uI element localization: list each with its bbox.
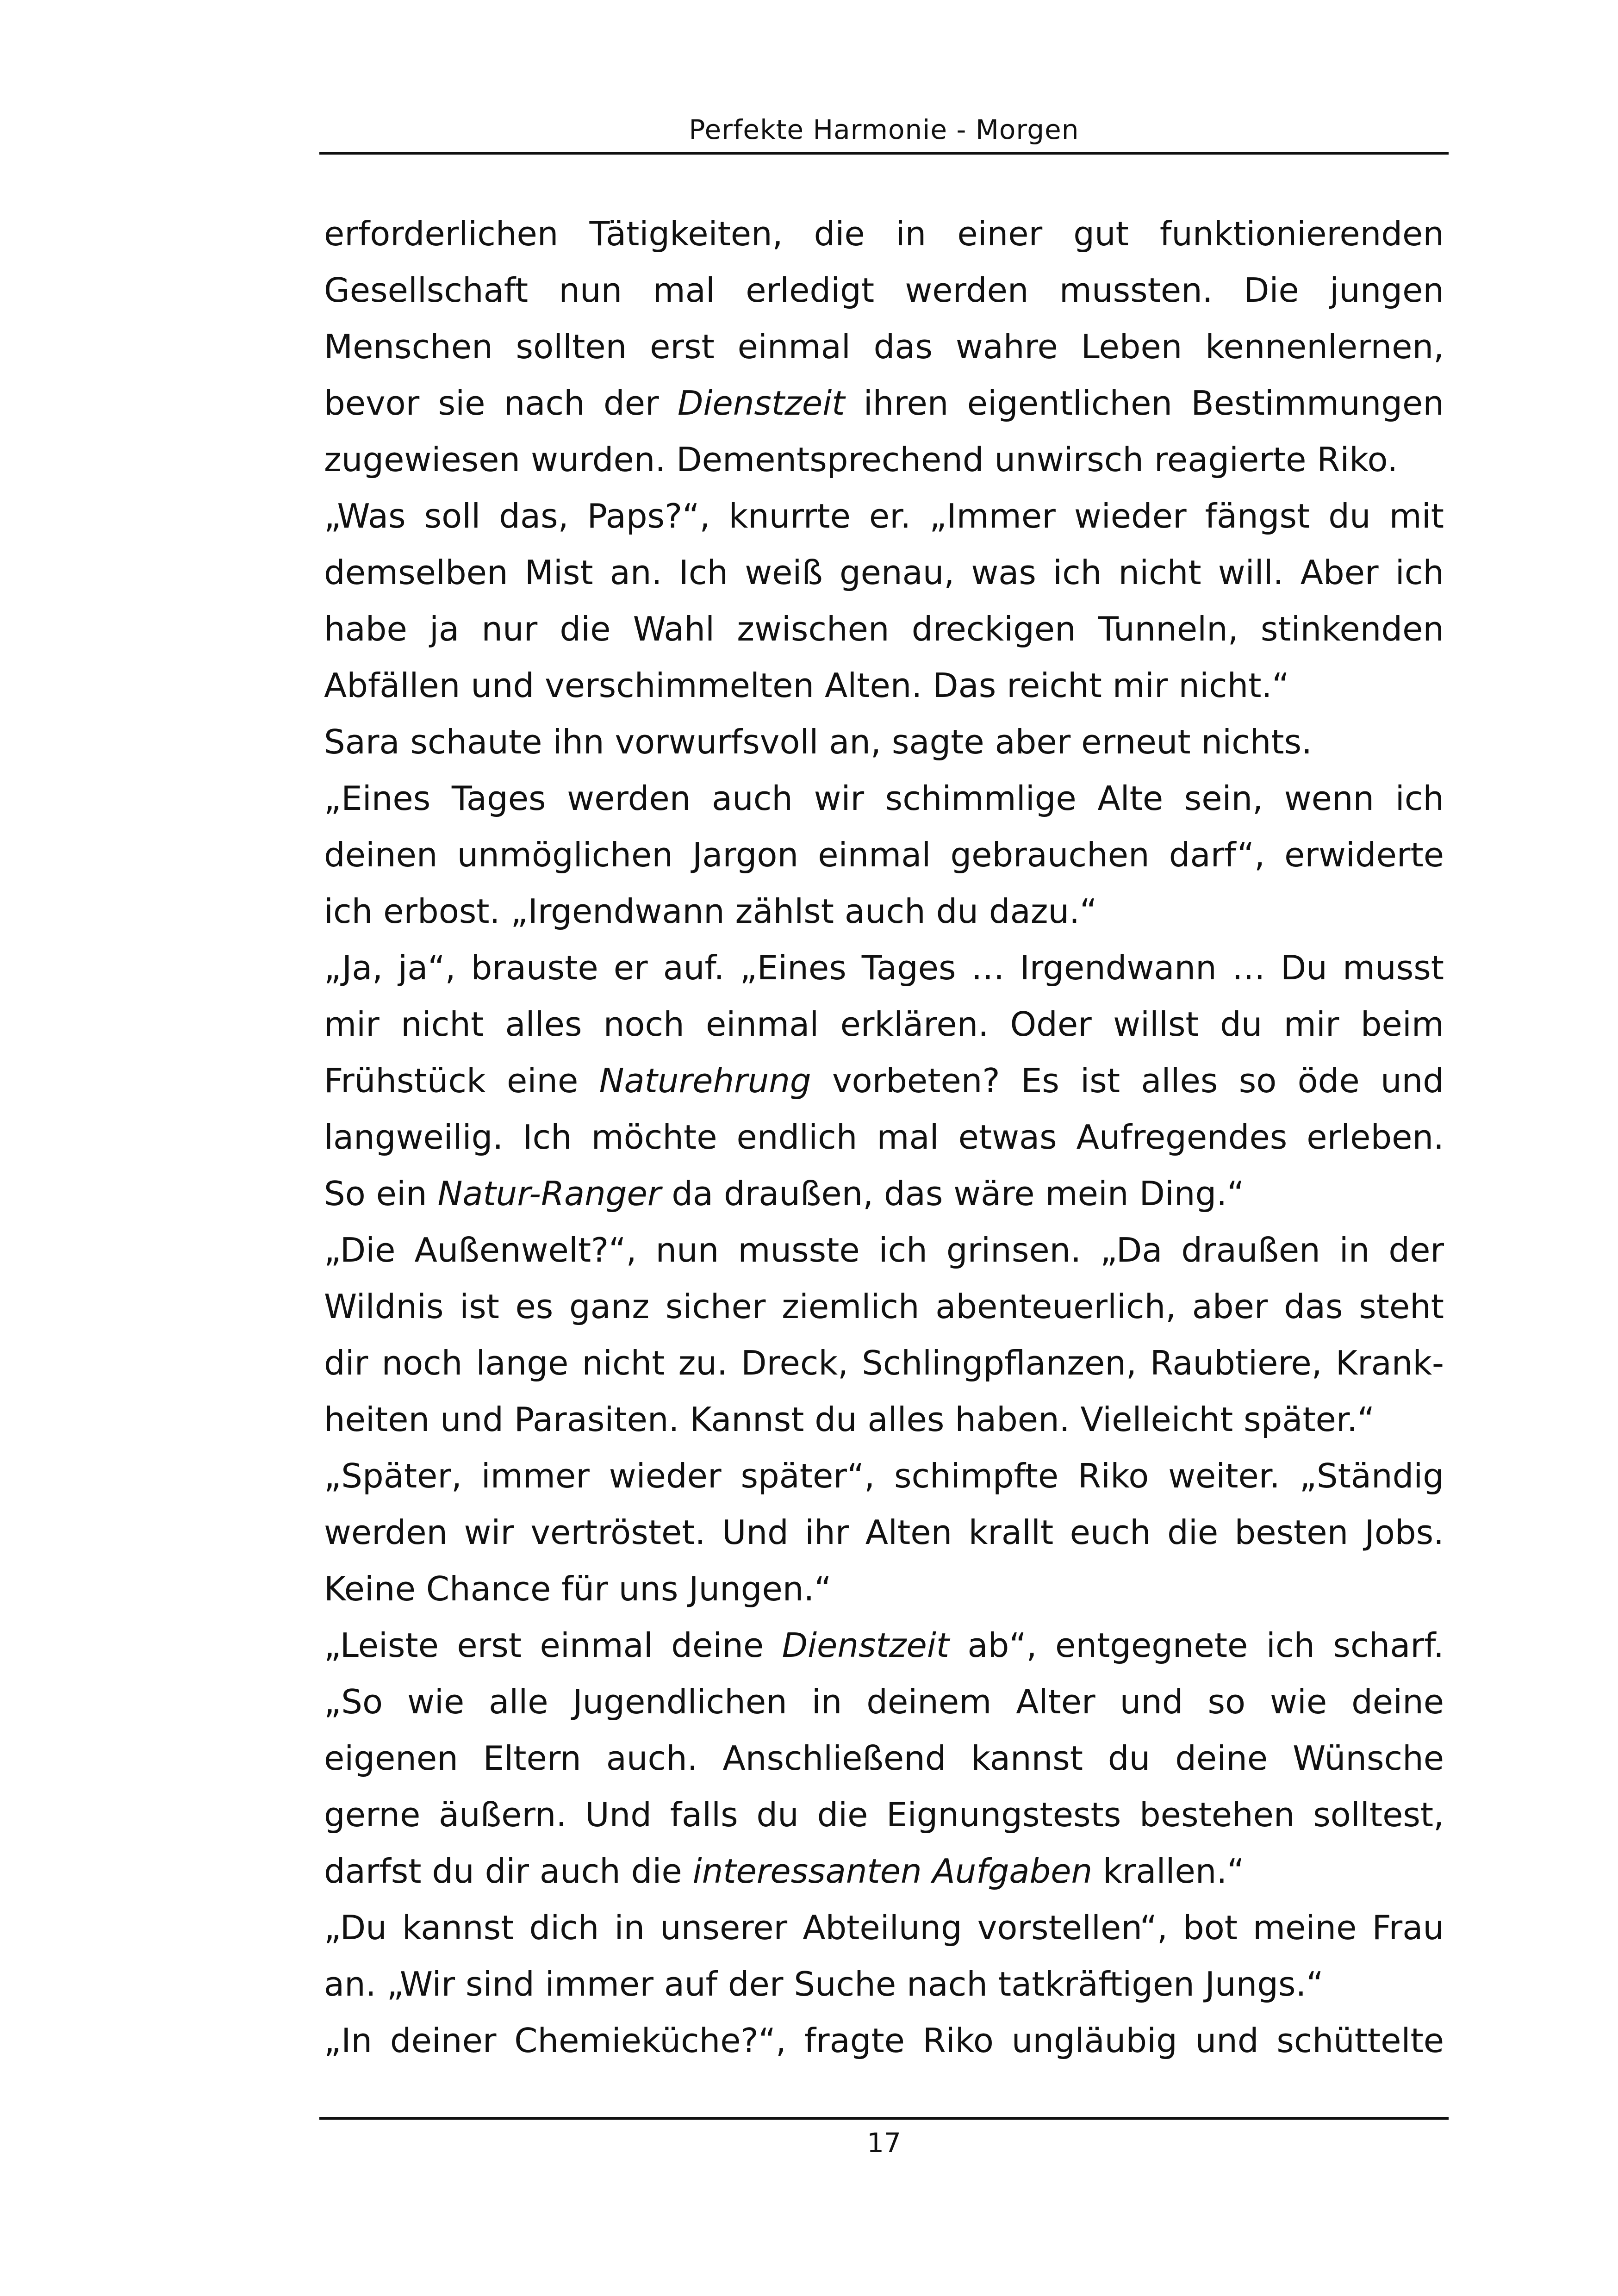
text-run: erforderlichen Tätigkeiten, die in einer gut funktionierenden xyxy=(324,214,1444,253)
text-run: dir noch lange nicht zu. Dreck, Schlingpflanzen, Raubtiere, Krank- xyxy=(324,1344,1444,1382)
text-run: „Später, immer wieder später“, schimpfte Riko weiter. „Ständig xyxy=(324,1456,1444,1495)
text-line xyxy=(324,1843,1444,1899)
text-line xyxy=(324,262,1444,318)
text-run: mir nicht alles noch einmal erklären. Oder willst du mir beim xyxy=(324,1005,1444,1044)
text-line xyxy=(324,601,1444,657)
text-line xyxy=(324,770,1444,827)
text-line xyxy=(324,1165,1444,1222)
text-run: da draußen, das wäre mein Ding.“ xyxy=(661,1174,1245,1213)
text-run: Wildnis ist es ganz sicher ziemlich abenteuerlich, aber das steht xyxy=(324,1287,1444,1326)
text-line xyxy=(324,488,1444,544)
italic-term: Dienstzeit xyxy=(782,1626,950,1665)
text-line xyxy=(324,940,1444,996)
text-line xyxy=(324,1617,1444,1674)
text-run: Frühstück eine xyxy=(324,1061,599,1100)
text-run: ihren eigentlichen Bestimmungen xyxy=(845,384,1444,423)
text-run: langweilig. Ich möchte endlich mal etwas Aufregendes erleben. xyxy=(324,1118,1444,1157)
text-run: deinen unmöglichen Jargon einmal gebrauchen darf“, erwiderte xyxy=(324,835,1444,874)
header-rule xyxy=(319,152,1449,155)
text-line xyxy=(324,1448,1444,1504)
text-run: „Die Außenwelt?“, nun musste ich grinsen. „Da draußen in der xyxy=(324,1231,1444,1269)
text-run: „So wie alle Jugendlichen in deinem Alter und so wie deine xyxy=(324,1682,1444,1721)
text-line xyxy=(324,1561,1444,1617)
text-run: demselben Mist an. Ich weiß genau, was ich nicht will. Aber ich xyxy=(324,553,1444,592)
text-line xyxy=(324,827,1444,883)
text-run: eigenen Eltern auch. Anschließend kannst du deine Wünsche xyxy=(324,1739,1444,1778)
italic-term: interessanten Aufgaben xyxy=(692,1852,1093,1891)
text-line xyxy=(324,375,1444,431)
text-line xyxy=(324,1899,1444,1956)
footer-rule xyxy=(319,2117,1449,2120)
text-run: ich erbost. „Irgendwann zählst auch du dazu.“ xyxy=(324,892,1097,931)
text-line xyxy=(324,996,1444,1052)
text-line xyxy=(324,431,1444,488)
text-run: gerne äußern. Und falls du die Eignungstests bestehen solltest, xyxy=(324,1795,1444,1834)
text-run: „Du kannst dich in unserer Abteilung vorstellen“, bot meine Frau xyxy=(324,1908,1444,1947)
text-run: habe ja nur die Wahl zwischen dreckigen Tunneln, stinkenden xyxy=(324,610,1444,648)
text-run: Gesellschaft nun mal erledigt werden mussten. Die jungen xyxy=(324,271,1444,310)
text-run: So ein xyxy=(324,1174,438,1213)
italic-term: Dienstzeit xyxy=(678,384,845,423)
text-line xyxy=(324,205,1444,262)
text-line xyxy=(324,1674,1444,1730)
text-run: vorbeten? Es ist alles so öde und xyxy=(811,1061,1444,1100)
running-header-title: Perfekte Harmonie - Morgen xyxy=(689,114,1079,145)
text-run: heiten und Parasiten. Kannst du alles haben. Vielleicht später.“ xyxy=(324,1400,1375,1439)
text-run: „Eines Tages werden auch wir schimmlige Alte sein, wenn ich xyxy=(324,779,1444,818)
text-line xyxy=(324,318,1444,375)
text-run: darfst du dir auch die xyxy=(324,1852,693,1891)
page-number: 17 xyxy=(867,2127,901,2159)
text-line xyxy=(324,1109,1444,1165)
text-run: Menschen sollten erst einmal das wahre Leben kennenlernen, xyxy=(324,327,1444,366)
text-run: an. „Wir sind immer auf der Suche nach tatkräftigen Jungs.“ xyxy=(324,1965,1324,2004)
text-run: krallen.“ xyxy=(1092,1852,1245,1891)
text-run: „Was soll das, Paps?“, knurrte er. „Immer wieder fängst du mit xyxy=(324,497,1444,535)
text-run: „In deiner Chemieküche?“, fragte Riko ungläubig und schüttelte xyxy=(324,2021,1444,2060)
text-line xyxy=(324,1391,1444,1448)
text-run: bevor sie nach der xyxy=(324,384,678,423)
text-line xyxy=(324,1335,1444,1391)
text-line xyxy=(324,657,1444,714)
text-run: ab“, entgegnete ich scharf. xyxy=(949,1626,1444,1665)
italic-term: Natur-Ranger xyxy=(437,1174,661,1213)
text-line xyxy=(324,714,1444,770)
text-run: Keine Chance für uns Jungen.“ xyxy=(324,1569,832,1608)
text-line xyxy=(324,1504,1444,1561)
text-run: werden wir vertröstet. Und ihr Alten krallt euch die besten Jobs. xyxy=(324,1513,1444,1552)
text-run: Sara schaute ihn vorwurfsvoll an, sagte aber erneut nichts. xyxy=(324,722,1312,761)
text-line xyxy=(324,1278,1444,1335)
text-line xyxy=(324,544,1444,601)
body-text xyxy=(324,205,1444,2094)
text-line xyxy=(324,1730,1444,1786)
text-line xyxy=(324,883,1444,940)
text-run: zugewiesen wurden. Dementsprechend unwirsch reagierte Riko. xyxy=(324,440,1398,479)
text-line xyxy=(324,2012,1444,2069)
text-run: Abfällen und verschimmelten Alten. Das reicht mir nicht.“ xyxy=(324,666,1289,705)
text-line xyxy=(324,1222,1444,1278)
text-line xyxy=(324,1786,1444,1843)
text-run: „Leiste erst einmal deine xyxy=(324,1626,782,1665)
text-run: „Ja, ja“, brauste er auf. „Eines Tages … Irgendwann … Du musst xyxy=(324,948,1444,987)
text-line xyxy=(324,1956,1444,2012)
italic-term: Naturehrung xyxy=(599,1061,811,1100)
text-line xyxy=(324,1052,1444,1109)
